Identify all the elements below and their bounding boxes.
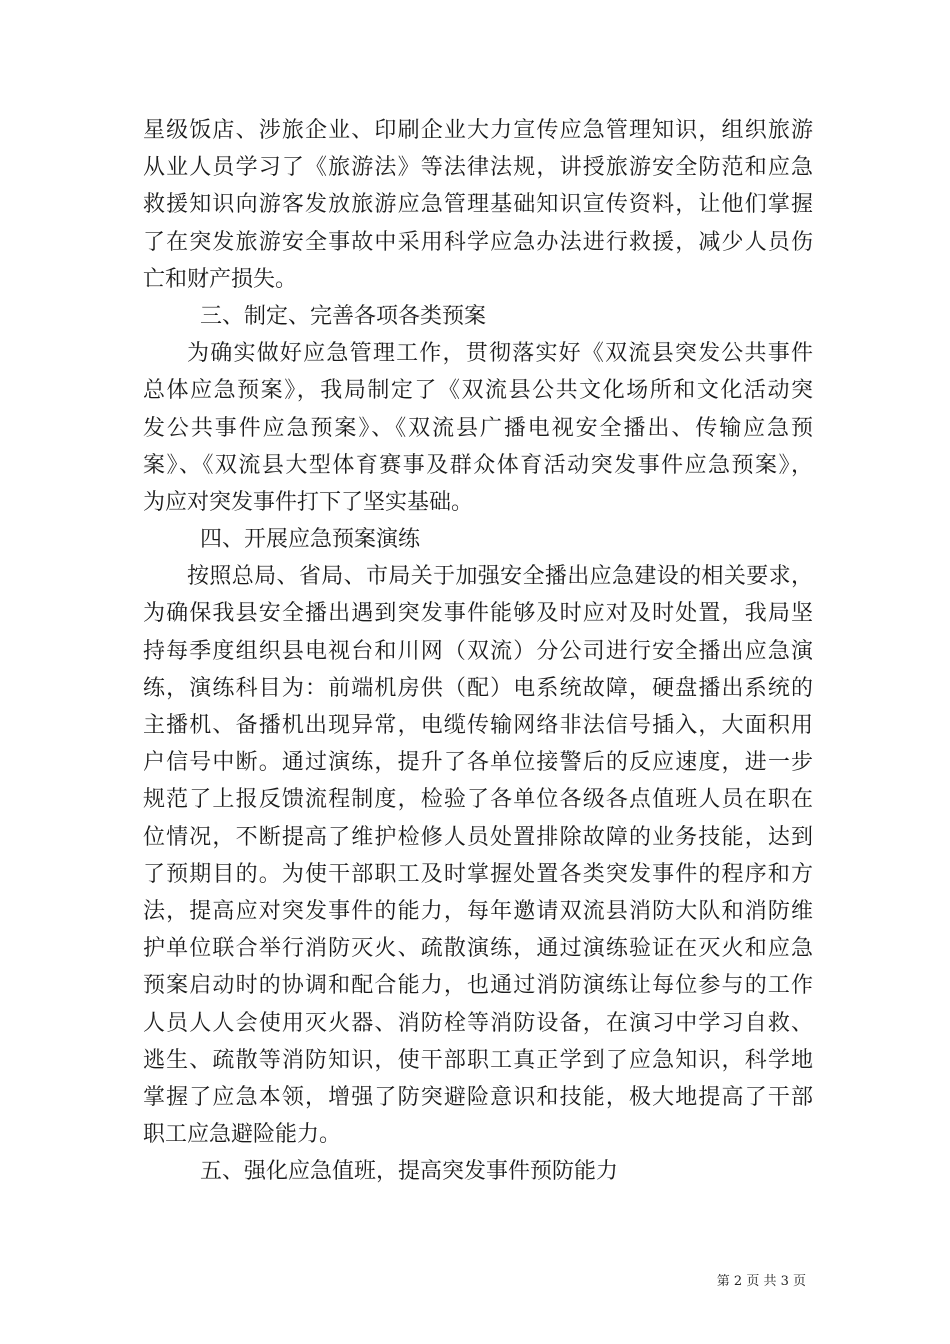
text-line: 人员人人会使用灭火器、消防栓等消防设备，在演习中学习自救、 xyxy=(143,1010,813,1036)
text-line: 从业人员学习了《旅游法》等法律法规，讲授旅游安全防范和应急 xyxy=(143,155,813,181)
page-number: 第 2 页 共 3 页 xyxy=(716,1274,806,1289)
text-line: 护单位联合举行消防灭火、疏散演练，通过演练验证在灭火和应急 xyxy=(143,936,813,962)
section-heading: 五、强化应急值班，提高突发事件预防能力 xyxy=(200,1159,619,1185)
text-line: 掌握了应急本领，增强了防突避险意识和技能，极大地提高了干部 xyxy=(143,1084,813,1110)
paragraph xyxy=(143,558,813,1153)
text-line: 亡和财产损失。 xyxy=(143,266,298,292)
text-line: 发公共事件应急预案》、《双流县广播电视安全播出、传输应急预 xyxy=(143,415,813,441)
text-line: 了在突发旅游安全事故中采用科学应急办法进行救援，减少人员伤 xyxy=(143,229,813,255)
text-line: 法，提高应对突发事件的能力，每年邀请双流县消防大队和消防维 xyxy=(143,898,813,924)
text-line: 了预期目的。为使干部职工及时掌握处置各类突发事件的程序和方 xyxy=(143,861,813,887)
text-line: 户信号中断。通过演练，提升了各单位接警后的反应速度，进一步 xyxy=(143,750,813,776)
text-line: 案》、《双流县大型体育赛事及群众体育活动突发事件应急预案》， xyxy=(143,452,813,478)
paragraph xyxy=(143,335,813,521)
text-line: 总体应急预案》，我局制定了《双流县公共文化场所和文化活动突 xyxy=(143,378,813,404)
text-line: 规范了上报反馈流程制度，检验了各单位各级各点值班人员在职在 xyxy=(143,787,813,813)
text-line: 职工应急避险能力。 xyxy=(143,1122,342,1148)
text-line: 为确保我县安全播出遇到突发事件能够及时应对及时处置，我局坚 xyxy=(143,601,813,627)
section-heading: 四、开展应急预案演练 xyxy=(200,527,421,553)
text-line: 主播机、备播机出现异常，电缆传输网络非法信号插入，大面积用 xyxy=(143,713,813,738)
text-line: 练，演练科目为：前端机房供（配）电系统故障，硬盘播出系统的 xyxy=(143,675,813,701)
text-line: 为确实做好应急管理工作，贯彻落实好《双流县突发公共事件 xyxy=(187,341,813,367)
text-line: 星级饭店、涉旅企业、印刷企业大力宣传应急管理知识，组织旅游 xyxy=(143,118,813,143)
paragraph xyxy=(143,112,813,298)
text-line: 救援知识向游客发放旅游应急管理基础知识宣传资料，让他们掌握 xyxy=(143,192,813,218)
text-line: 按照总局、省局、市局关于加强安全播出应急建设的相关要求， xyxy=(187,564,813,590)
text-line: 位情况，不断提高了维护检修人员处置排除故障的业务技能，达到 xyxy=(143,824,813,850)
text-line: 为应对突发事件打下了坚实基础。 xyxy=(143,489,474,515)
text-line: 持每季度组织县电视台和川网（双流）分公司进行安全播出应急演 xyxy=(143,638,813,664)
text-line: 预案启动时的协调和配合能力，也通过消防演练让每位参与的工作 xyxy=(143,973,813,999)
document-body xyxy=(143,112,813,1190)
text-line: 逃生、疏散等消防知识，使干部职工真正学到了应急知识，科学地 xyxy=(143,1047,813,1073)
section-heading: 三、制定、完善各项各类预案 xyxy=(200,303,487,329)
